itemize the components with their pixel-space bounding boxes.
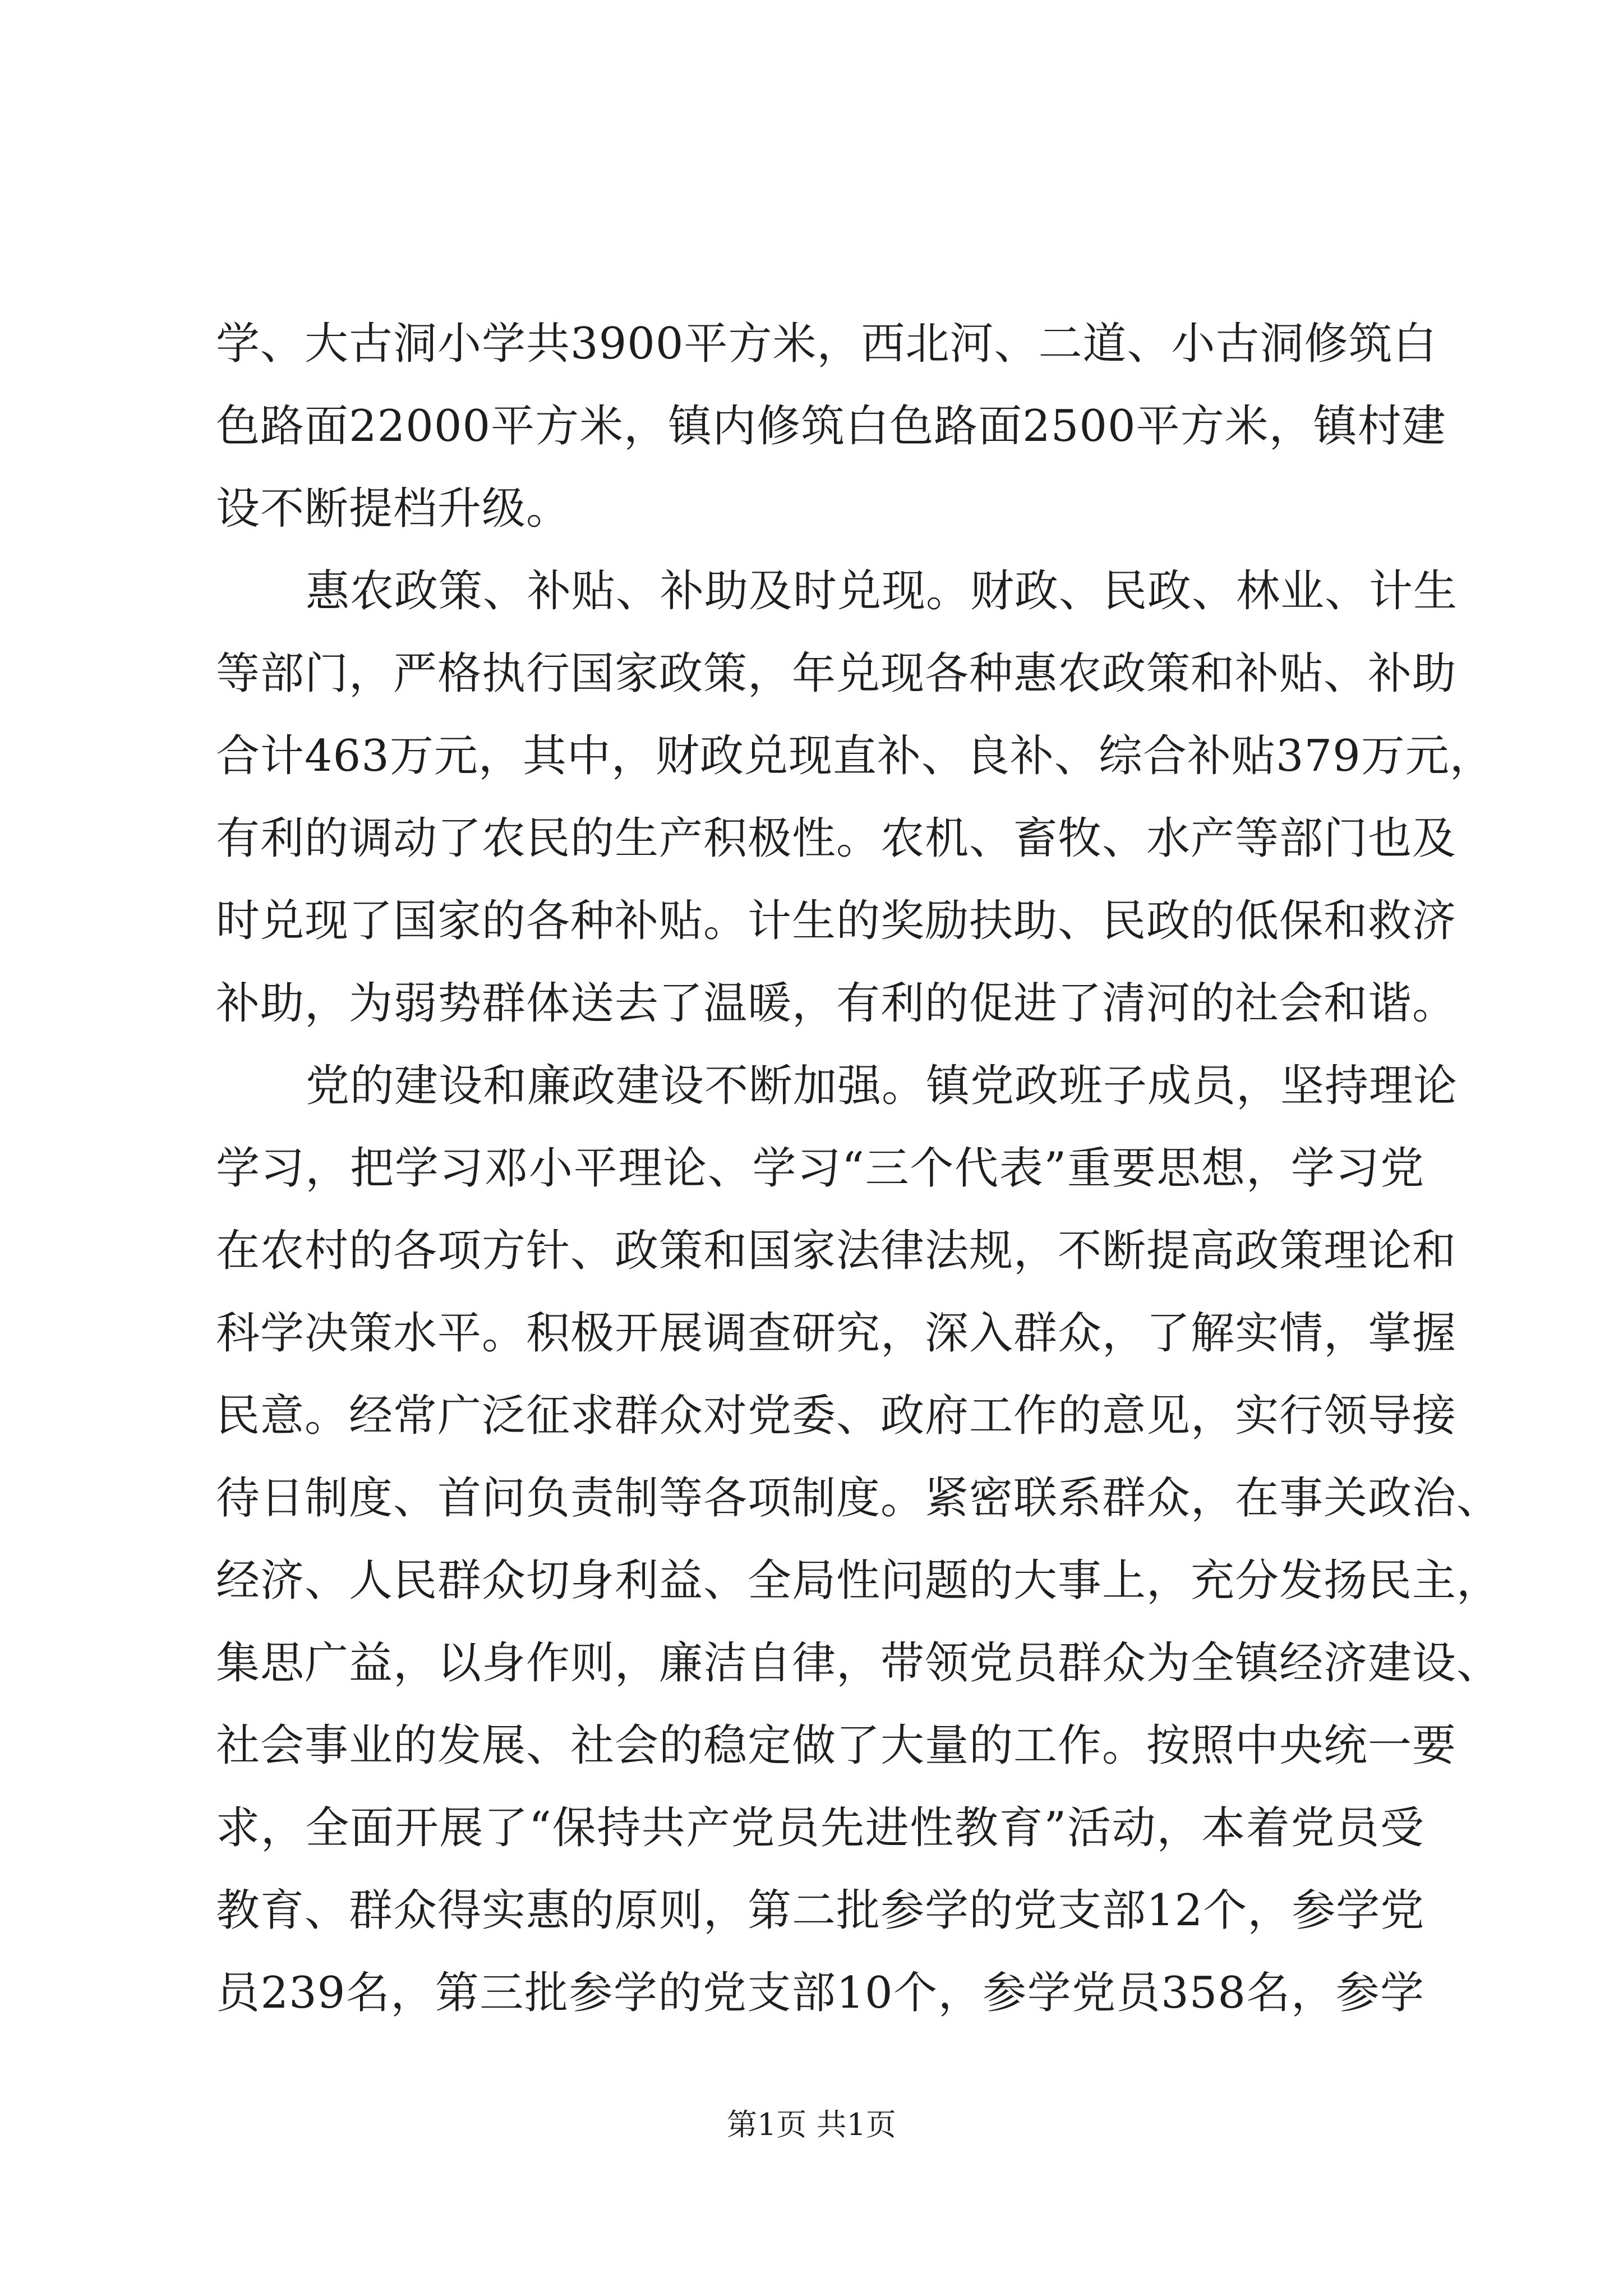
text-line: 色路面22000平方米，镇内修筑白色路面2500平方米，镇村建	[216, 401, 1446, 452]
text-line: 设不断提档升级。	[216, 484, 571, 534]
text-line: 学习，把学习邓小平理论、学习“三个代表”重要思想，学习党	[216, 1143, 1424, 1194]
text-line: 有利的调动了农民的生产积极性。农机、畜牧、水产等部门也及	[216, 813, 1457, 864]
text-line: 经济、人民群众切身利益、全局性问题的大事上，充分发扬民主，	[216, 1556, 1501, 1606]
text-line: 员239名，第三批参学的党支部10个，参学党员358名，参学	[216, 1968, 1424, 2018]
paragraph-3	[216, 1045, 1501, 2035]
text-line: 补助，为弱势群体送去了温暖，有利的促进了清河的社会和谐。	[216, 978, 1457, 1029]
text-line: 等部门，严格执行国家政策，年兑现各种惠农政策和补贴、补助	[216, 648, 1457, 699]
text-line: 科学决策水平。积极开展调查研究，深入群众，了解实情，掌握	[216, 1308, 1457, 1359]
text-line: 在农村的各项方针、政策和国家法律法规，不断提高政策理论和	[216, 1226, 1457, 1276]
document-body	[216, 303, 1501, 2035]
text-line: 党的建设和廉政建设不断加强。镇党政班子成员，坚持理论	[306, 1061, 1458, 1111]
text-line: 惠农政策、补贴、补助及时兑现。财政、民政、林业、计生	[306, 566, 1458, 616]
text-line: 时兑现了国家的各种补贴。计生的奖励扶助、民政的低保和救济	[216, 896, 1457, 946]
text-line: 教育、群众得实惠的原则，第二批参学的党支部12个，参学党	[216, 1885, 1425, 1936]
text-line: 民意。经常广泛征求群众对党委、政府工作的意见，实行领导接	[216, 1391, 1457, 1441]
text-line: 集思广益，以身作则，廉洁自律，带领党员群众为全镇经济建设、	[216, 1638, 1501, 1688]
paragraph-2	[216, 550, 1494, 1045]
text-line: 学、大古洞小学共3900平方米，西北河、二道、小古洞修筑白	[216, 319, 1437, 369]
text-line: 待日制度、首问负责制等各项制度。紧密联系群众，在事关政治、	[216, 1473, 1501, 1524]
text-line: 社会事业的发展、社会的稳定做了大量的工作。按照中央统一要	[216, 1720, 1457, 1771]
text-line: 合计463万元，其中，财政兑现直补、良补、综合补贴379万元，	[216, 731, 1494, 781]
page-footer: 第1页 共1页	[727, 2107, 896, 2142]
text-line: 求，全面开展了“保持共产党员先进性教育”活动，本着党员受	[216, 1803, 1424, 1853]
paragraph-1	[216, 303, 1446, 550]
